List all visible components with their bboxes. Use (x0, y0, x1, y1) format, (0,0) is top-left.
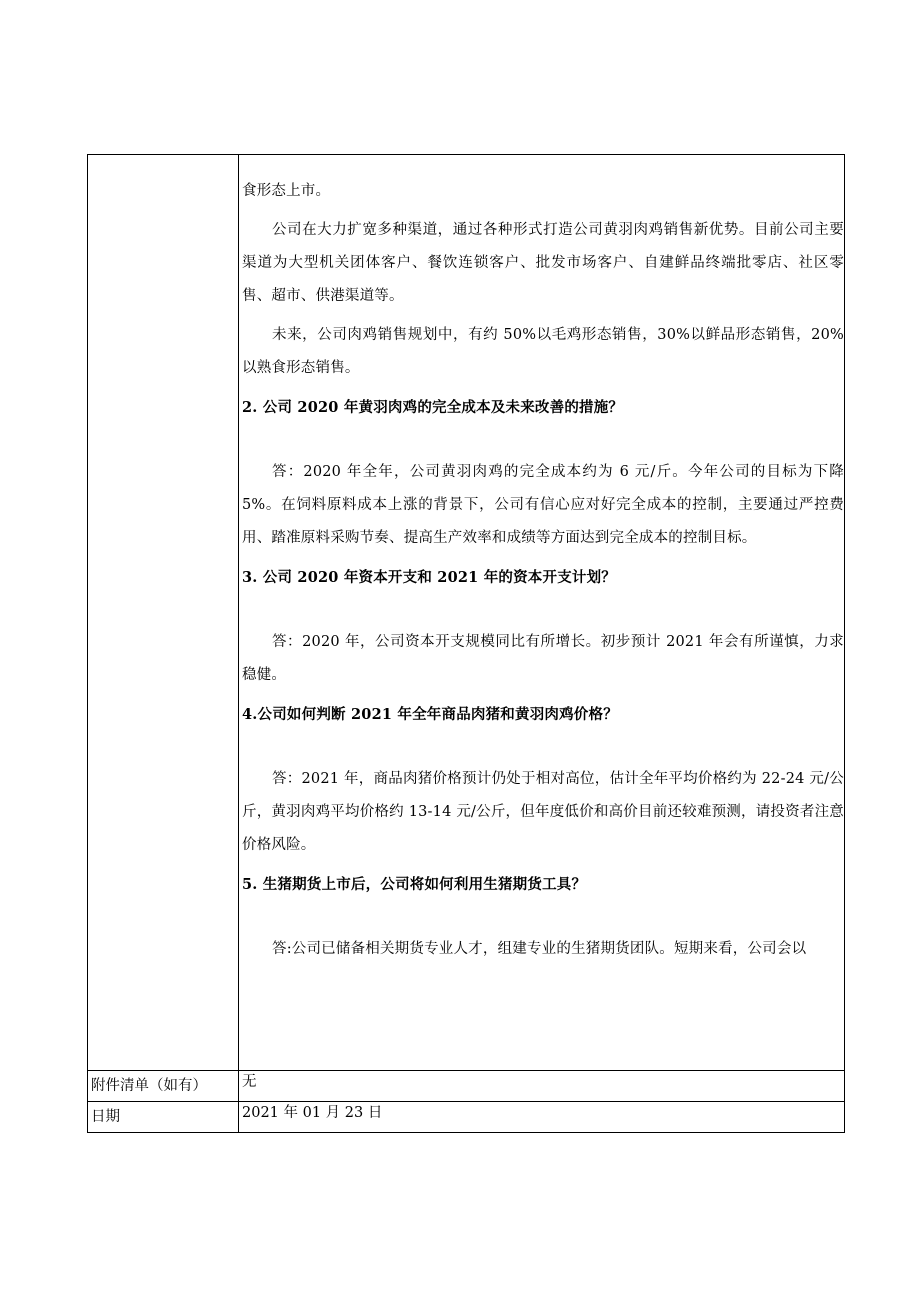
answer-3: 答：2020 年，公司资本开支规模同比有所增长。初步预计 2021 年会有所谨慎，力求稳健。 (242, 634, 844, 683)
attachment-label-cell (88, 1071, 239, 1102)
continuation-text: 食形态上市。 (242, 183, 331, 199)
question-4: 4.公司如何判断 2021 年全年商品肉猪和黄羽肉鸡价格？ (242, 706, 618, 723)
date-label-cell (88, 1102, 239, 1133)
content-body (239, 155, 844, 966)
date-value-cell (239, 1102, 845, 1133)
answer-5: 答:公司已储备相关期货专业人才，组建专业的生猪期货团队。短期来看，公司会以 (272, 941, 807, 957)
date-value: 2021 年 01 月 23 日 (242, 1105, 383, 1121)
attachment-value-cell (239, 1071, 845, 1102)
question-3: 3. 公司 2020 年资本开支和 2021 年的资本开支计划？ (242, 569, 616, 586)
answer-2: 答：2020 年全年，公司黄羽肉鸡的完全成本约为 6 元/斤。今年公司的目标为下降5%。在饲料原料成本上涨的背景下，公司有信心应对好完全成本的控制，主要通过严控费用、踏准原料采购节奏、提高生产效率和成绩等方面达到完全成本的控制目标。 (242, 464, 844, 546)
attachment-label: 附件清单（如有） (91, 1078, 207, 1094)
paragraph-future: 未来，公司肉鸡销售规划中，有约 50%以毛鸡形态销售，30%以鲜品形态销售，20%以熟食形态销售。 (242, 327, 844, 376)
question-5: 5. 生猪期货上市后，公司将如何利用生猪期货工具？ (242, 876, 587, 893)
empty-label-cell (88, 155, 239, 1071)
answer-4: 答：2021 年，商品肉猪价格预计仍处于相对高位，估计全年平均价格约为 22-24 元/公斤，黄羽肉鸡平均价格约 13-14 元/公斤，但年度低价和高价目前还较难预测，请投资者注意价格风险。 (242, 771, 844, 853)
content-cell (239, 155, 845, 1071)
date-label: 日期 (91, 1109, 120, 1125)
record-table (87, 154, 845, 1133)
paragraph-channels: 公司在大力扩宽多种渠道，通过各种形式打造公司黄羽肉鸡销售新优势。目前公司主要渠道为大型机关团体客户、餐饮连锁客户、批发市场客户、自建鲜品终端批零店、社区零售、超市、供港渠道等。 (242, 222, 844, 304)
question-2: 2. 公司 2020 年黄羽肉鸡的完全成本及未来改善的措施？ (242, 399, 624, 416)
content-row (88, 155, 845, 1071)
date-row (88, 1102, 845, 1133)
attachment-row (88, 1071, 845, 1102)
attachment-value: 无 (242, 1074, 257, 1090)
